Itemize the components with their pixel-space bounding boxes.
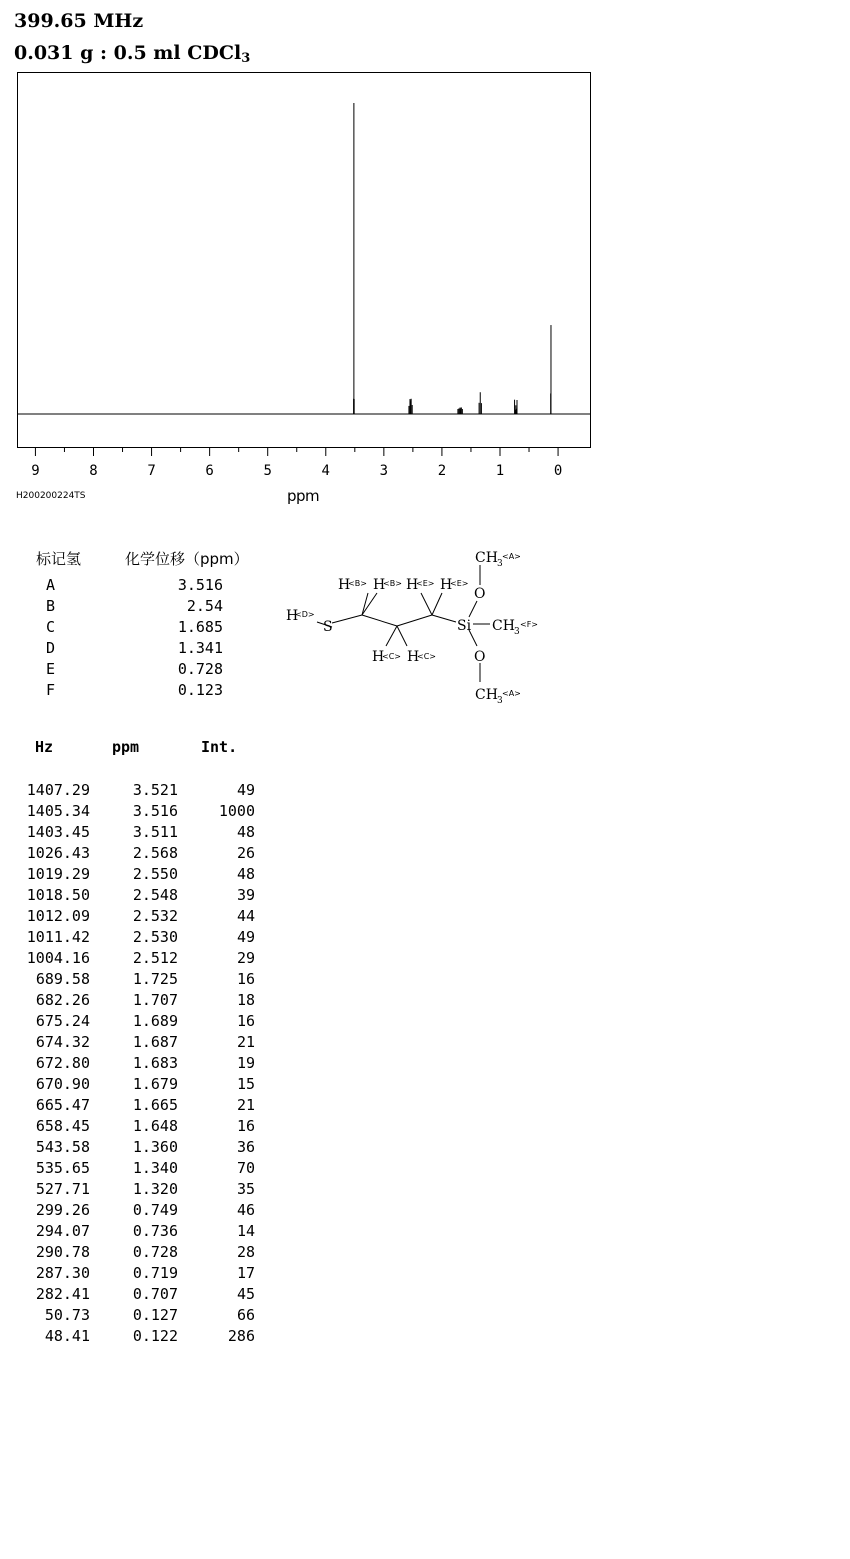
peak-ppm: 0.719	[132, 1264, 178, 1282]
x-tick-label: 2	[437, 463, 447, 479]
svg-text:3: 3	[497, 696, 503, 706]
peak-hz: 1012.09	[26, 907, 90, 925]
peak-hz: 535.65	[35, 1159, 90, 1177]
peak-ppm: 1.320	[132, 1180, 178, 1198]
peak-ppm: 2.530	[132, 928, 178, 946]
peak-intensity: 29	[236, 949, 255, 967]
shift-value: 2.54	[186, 597, 223, 615]
structure-atoms	[286, 550, 515, 703]
svg-text:H: H	[406, 577, 419, 593]
spectrum-id: H200200224TS	[16, 491, 86, 501]
svg-text:<C>: <C>	[417, 652, 436, 661]
plot-frame	[18, 73, 591, 448]
peak-ppm: 1.340	[132, 1159, 178, 1177]
peak-ppm: 1.689	[132, 1012, 178, 1030]
shift-value: 1.341	[177, 639, 223, 657]
peak-intensity: 48	[236, 823, 255, 841]
svg-text:<F>: <F>	[520, 620, 539, 629]
svg-text:H: H	[338, 577, 351, 593]
peak-hz: 287.30	[35, 1264, 90, 1282]
x-tick-label: 4	[321, 463, 330, 479]
shift-label: B	[46, 597, 56, 615]
x-tick-label: 5	[263, 463, 272, 479]
structure-diagram	[280, 545, 550, 710]
peak-hz: 48.41	[44, 1327, 90, 1345]
x-axis-ticks	[31, 448, 562, 479]
peak-ppm: 2.550	[132, 865, 178, 883]
peak-intensity: 16	[236, 1117, 255, 1135]
x-tick-label: 6	[205, 463, 214, 479]
peak-intensity: 66	[236, 1306, 255, 1324]
sample-text: 0.031 g : 0.5 ml CDCl	[14, 42, 242, 64]
peak-hz: 50.73	[44, 1306, 90, 1324]
peak-intensity: 26	[236, 844, 255, 862]
peak-intensity: 70	[236, 1159, 255, 1177]
peak-intensity: 18	[236, 991, 255, 1009]
peak-hz: 665.47	[35, 1096, 90, 1114]
peak-hz: 674.32	[35, 1033, 90, 1051]
peak-hz: 1026.43	[26, 844, 90, 862]
peak-hz: 1407.29	[26, 781, 90, 799]
svg-text:<A>: <A>	[502, 689, 521, 698]
peak-ppm: 2.532	[132, 907, 178, 925]
peak-hz: 675.24	[35, 1012, 90, 1030]
peak-ppm: 1.648	[132, 1117, 178, 1135]
peak-ppm: 2.568	[132, 844, 178, 862]
peak-ppm: 2.548	[132, 886, 178, 904]
peak-ppm: 1.687	[132, 1033, 178, 1051]
peak-intensity: 21	[236, 1096, 255, 1114]
svg-text:Si: Si	[457, 618, 472, 634]
peak-intensity: 14	[236, 1222, 255, 1240]
svg-text:H: H	[286, 608, 299, 624]
peak-ppm: 0.127	[132, 1306, 178, 1324]
shift-label: A	[46, 576, 56, 594]
peak-hz: 670.90	[35, 1075, 90, 1093]
svg-text:<B>: <B>	[383, 579, 402, 588]
peak-table-header-hz: Hz	[35, 738, 54, 756]
peak-hz: 1405.34	[26, 802, 90, 820]
x-tick-label: 7	[147, 463, 156, 479]
peak-hz: 290.78	[35, 1243, 90, 1261]
peak-ppm: 0.122	[132, 1327, 178, 1345]
nmr-spectrum-chart	[0, 0, 850, 480]
shift-value: 1.685	[177, 618, 223, 636]
svg-text:H: H	[372, 649, 385, 665]
peak-ppm: 0.728	[132, 1243, 178, 1261]
svg-text:O: O	[474, 649, 486, 665]
x-tick-label: 0	[553, 463, 563, 479]
peak-hz: 282.41	[35, 1285, 90, 1303]
peak-hz: 658.45	[35, 1117, 90, 1135]
svg-text:<B>: <B>	[348, 579, 367, 588]
svg-text:CH: CH	[475, 687, 498, 703]
peak-table-header-ppm: ppm	[112, 738, 140, 756]
svg-text:3: 3	[514, 627, 520, 637]
svg-text:<C>: <C>	[382, 652, 401, 661]
peak-ppm: 1.725	[132, 970, 178, 988]
shift-value: 3.516	[177, 576, 223, 594]
shift-table-header-label: 标记氢	[36, 550, 82, 568]
peak-ppm: 0.736	[132, 1222, 178, 1240]
peak-ppm: 1.679	[132, 1075, 178, 1093]
svg-text:H: H	[440, 577, 453, 593]
svg-text:<D>: <D>	[295, 610, 315, 619]
peak-ppm: 3.511	[132, 823, 178, 841]
peak-intensity: 46	[236, 1201, 255, 1219]
shift-label: C	[46, 618, 56, 636]
peak-lines	[354, 103, 551, 414]
svg-text:O: O	[474, 586, 486, 602]
x-tick-label: 3	[379, 463, 389, 479]
peak-hz: 682.26	[35, 991, 90, 1009]
svg-text:S: S	[323, 619, 333, 635]
peak-hz: 294.07	[35, 1222, 90, 1240]
peak-intensity: 45	[236, 1285, 255, 1303]
peak-hz: 299.26	[35, 1201, 90, 1219]
peak-ppm: 1.683	[132, 1054, 178, 1072]
peak-hz: 672.80	[35, 1054, 90, 1072]
peak-hz: 543.58	[35, 1138, 90, 1156]
peak-ppm: 3.516	[132, 802, 178, 820]
svg-text:H: H	[407, 649, 420, 665]
x-axis-label: ppm	[287, 487, 320, 505]
peak-intensity: 17	[236, 1264, 255, 1282]
shift-table-header-shift: 化学位移（ppm）	[125, 550, 249, 568]
svg-text:<E>: <E>	[450, 579, 469, 588]
svg-text:<E>: <E>	[416, 579, 435, 588]
peak-table-header-int: Int.	[201, 738, 238, 756]
shift-label: F	[46, 681, 56, 699]
peak-intensity: 21	[236, 1033, 255, 1051]
shift-label: E	[46, 660, 56, 678]
sample-subscript: 3	[241, 51, 251, 66]
svg-text:H: H	[373, 577, 386, 593]
peak-ppm: 2.512	[132, 949, 178, 967]
shift-label: D	[46, 639, 56, 657]
peak-hz: 1403.45	[26, 823, 90, 841]
shift-value: 0.728	[177, 660, 223, 678]
svg-text:CH: CH	[492, 618, 515, 634]
peak-ppm: 0.749	[132, 1201, 178, 1219]
peak-ppm: 1.665	[132, 1096, 178, 1114]
peak-hz: 1011.42	[26, 928, 90, 946]
peak-intensity: 35	[236, 1180, 255, 1198]
peak-intensity: 16	[236, 970, 255, 988]
spectrometer-frequency: 399.65 MHz	[14, 10, 144, 32]
svg-text:CH: CH	[475, 550, 498, 566]
peak-hz: 689.58	[35, 970, 90, 988]
svg-text:3: 3	[497, 559, 503, 569]
peak-intensity: 15	[236, 1075, 255, 1093]
peak-hz: 527.71	[35, 1180, 90, 1198]
peak-hz: 1004.16	[26, 949, 90, 967]
peak-intensity: 1000	[218, 802, 255, 820]
peak-intensity: 49	[236, 781, 255, 799]
x-tick-label: 9	[31, 463, 40, 479]
peak-intensity: 49	[236, 928, 255, 946]
peak-intensity: 39	[236, 886, 255, 904]
peak-intensity: 16	[236, 1012, 255, 1030]
peak-ppm: 0.707	[132, 1285, 178, 1303]
peak-intensity: 36	[236, 1138, 255, 1156]
x-tick-label: 8	[89, 463, 98, 479]
peak-hz: 1019.29	[26, 865, 90, 883]
peak-intensity: 44	[236, 907, 255, 925]
peak-ppm: 1.707	[132, 991, 178, 1009]
peak-intensity: 48	[236, 865, 255, 883]
peak-ppm: 1.360	[132, 1138, 178, 1156]
x-tick-label: 1	[495, 463, 505, 479]
peak-hz: 1018.50	[26, 886, 90, 904]
peak-intensity: 286	[227, 1327, 255, 1345]
shift-value: 0.123	[177, 681, 223, 699]
peak-ppm: 3.521	[132, 781, 178, 799]
peak-intensity: 28	[236, 1243, 255, 1261]
peak-intensity: 19	[236, 1054, 255, 1072]
svg-text:<A>: <A>	[502, 552, 521, 561]
